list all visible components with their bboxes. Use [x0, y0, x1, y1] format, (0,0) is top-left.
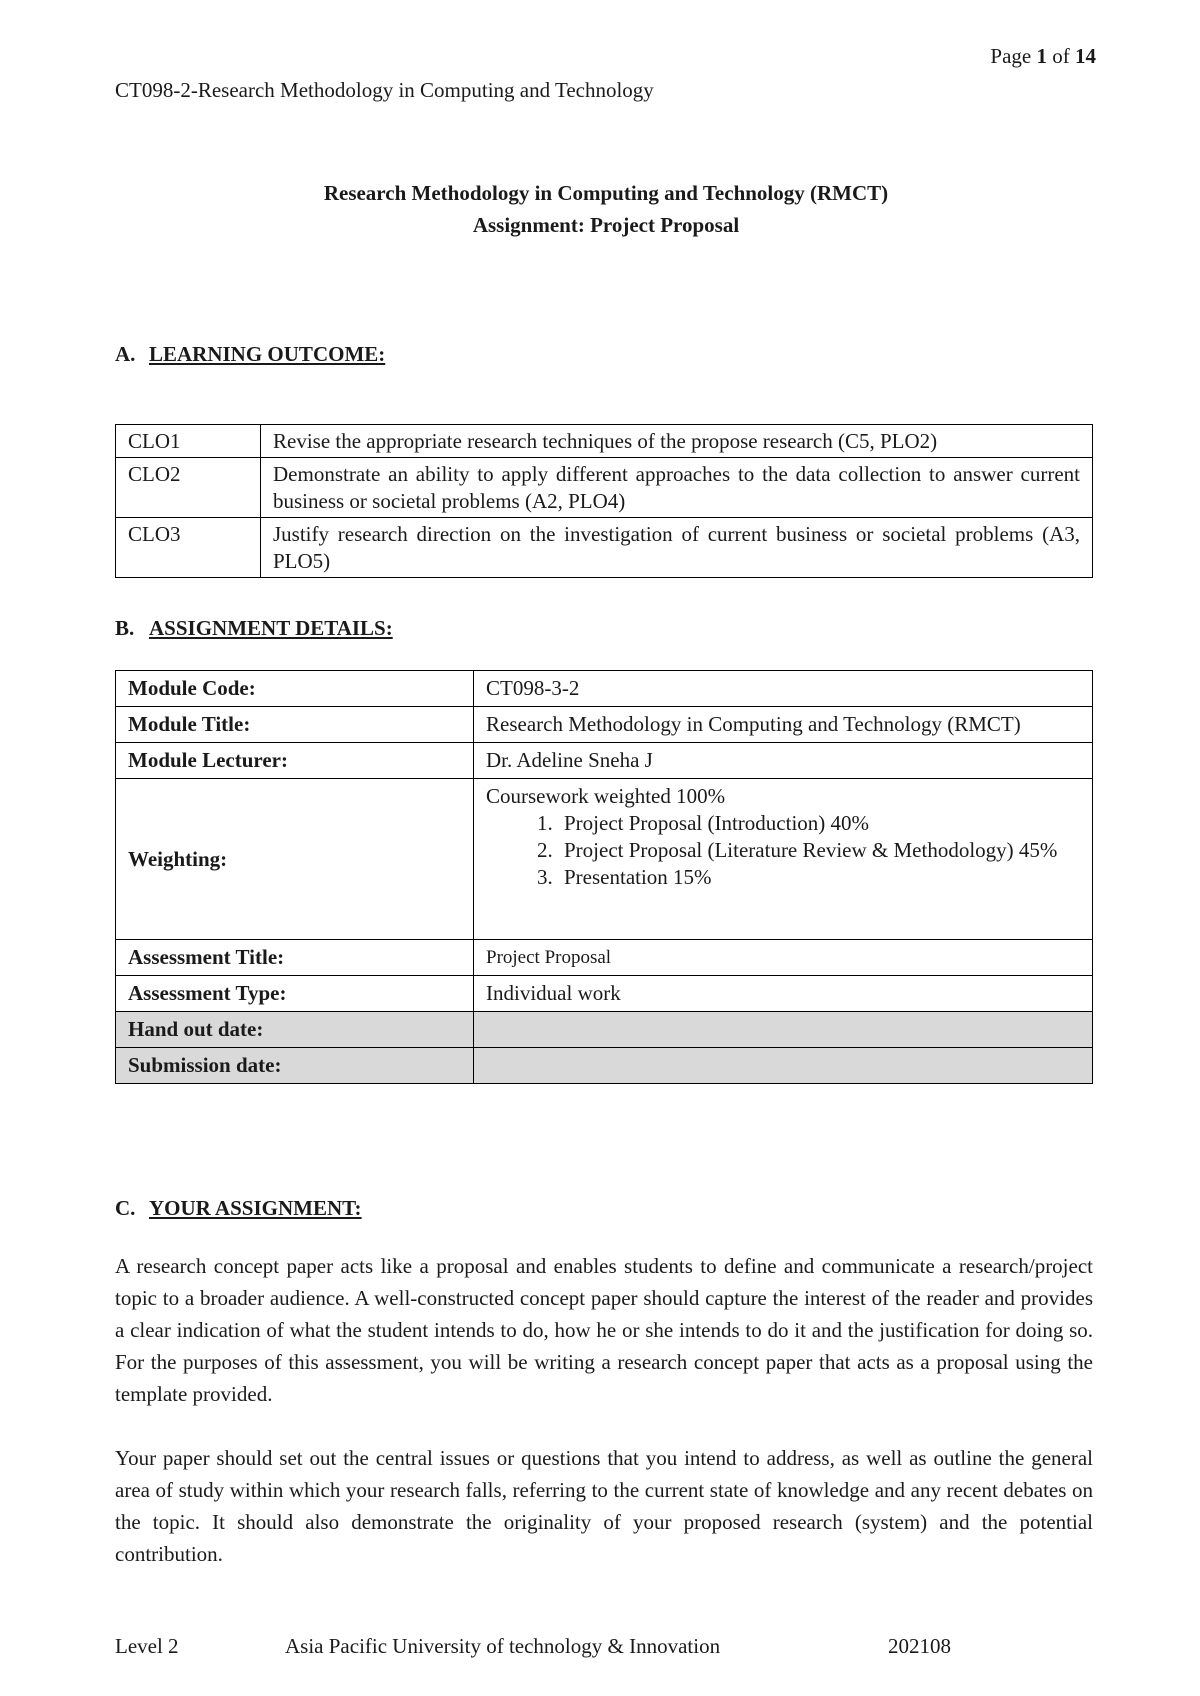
table-row: [116, 1048, 1093, 1084]
clo-code: CLO1: [116, 425, 261, 458]
module-code-label: Module Code:: [116, 671, 474, 707]
section-heading-assignment-details: B. ASSIGNMENT DETAILS:: [115, 616, 393, 640]
clo-text: Revise the appropriate research techniques of the propose research (C5, PLO2): [261, 425, 1093, 458]
assessment-type-label: Assessment Type:: [116, 976, 474, 1012]
weighting-value: [474, 779, 1093, 940]
module-lecturer-value: Dr. Adeline Sneha J: [474, 743, 1093, 779]
clo-code: CLO3: [116, 518, 261, 578]
table-row: [116, 743, 1093, 779]
list-item: 1. Project Proposal (Introduction) 40%: [558, 810, 1080, 837]
handout-date-label: Hand out date:: [116, 1012, 474, 1048]
assessment-title-value: Project Proposal: [474, 940, 1093, 976]
module-title-value: Research Methodology in Computing and Technology (RMCT): [474, 707, 1093, 743]
clo-text: Justify research direction on the investigation of current business or societal problems (A3, PLO5): [261, 518, 1093, 578]
footer-date: 202108: [888, 1634, 951, 1658]
section-heading-learning-outcome: A. LEARNING OUTCOME:: [115, 342, 386, 366]
table-row: [116, 671, 1093, 707]
assignment-paragraph: A research concept paper acts like a proposal and enables students to define and communicate a research/project topic to a broader audience. A well-constructed concept paper should capture the interest of the reader and provides a clear indication of what the student intends to do, how he or she intends to do it and the justification for doing so. For the purposes of this assessment, you will be writing a research concept paper that acts as a proposal using the template provided.: [115, 1254, 1093, 1406]
clo-text: Demonstrate an ability to apply different approaches to the data collection to answer current business or societal problems (A2, PLO4): [261, 458, 1093, 518]
module-lecturer-label: Module Lecturer:: [116, 743, 474, 779]
assessment-type-value: Individual work: [474, 976, 1093, 1012]
module-title-label: Module Title:: [116, 707, 474, 743]
assignment-paragraph: Your paper should set out the central issues or questions that you intend to address, as well as outline the general area of study within which your research falls, referring to the current state of knowledge and any recent debates on the topic. It should also demonstrate the originality of your proposed research (system) and the potential contribution.: [115, 1446, 1093, 1566]
list-item: 2. Project Proposal (Literature Review & Methodology) 45%: [558, 837, 1080, 864]
section-heading-your-assignment: C. YOUR ASSIGNMENT:: [115, 1196, 362, 1220]
weighting-intro: Coursework weighted 100%: [486, 784, 726, 808]
document-title: Research Methodology in Computing and Technology (RMCT): [323, 181, 889, 205]
learning-outcome-table: [115, 424, 1093, 578]
table-row: [116, 707, 1093, 743]
clo-code: CLO2: [116, 458, 261, 518]
table-row: [116, 940, 1093, 976]
weighting-list: [486, 810, 1080, 891]
assessment-title-label: Assessment Title:: [116, 940, 474, 976]
running-header: CT098-2-Research Methodology in Computing and Technology: [115, 78, 654, 102]
table-row: [116, 425, 1093, 458]
table-row: [116, 779, 1093, 940]
module-code-value: CT098-3-2: [474, 671, 1093, 707]
handout-date-value: [474, 1012, 1093, 1048]
page-number: Page 1 of 14: [990, 44, 1096, 68]
weighting-label: Weighting:: [116, 779, 474, 940]
table-row: [116, 458, 1093, 518]
list-item: 3. Presentation 15%: [558, 864, 1080, 891]
document-subtitle: Assignment: Project Proposal: [472, 213, 740, 237]
submission-date-label: Submission date:: [116, 1048, 474, 1084]
footer-university: Asia Pacific University of technology & Innovation: [285, 1634, 721, 1658]
footer-level: Level 2: [115, 1634, 179, 1658]
table-row: [116, 976, 1093, 1012]
submission-date-value: [474, 1048, 1093, 1084]
assignment-details-table: [115, 670, 1093, 1084]
table-row: [116, 1012, 1093, 1048]
table-row: [116, 518, 1093, 578]
